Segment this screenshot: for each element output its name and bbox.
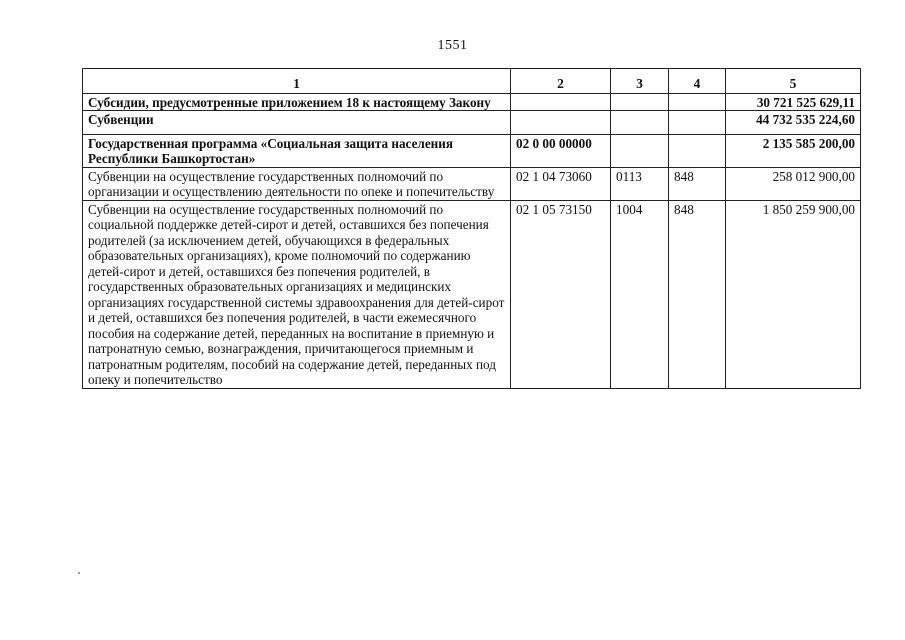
row-code: 02 1 04 73060 (511, 167, 611, 200)
table-row (83, 200, 861, 388)
row-code (511, 111, 611, 135)
table-row (83, 111, 861, 135)
row-name: Субвенции на осуществление государственных полномочий по организации и осуществлению деятельности по опеке и попечительству (83, 167, 511, 200)
column-header-amount: 5 (726, 69, 861, 94)
scan-speck (78, 572, 80, 574)
row-amount: 2 135 585 200,00 (726, 134, 861, 167)
table-row (83, 134, 861, 167)
row-name: Субвенции на осуществление государственных полномочий по социальной поддержке детей-сирот и детей, оставшихся без попечения родителей (за исключением детей, обучающихся в федеральных образовательных организациях), кроме полномочий по содержанию детей-сирот и детей, оставшихся без попечения родителей, в государственных образовательных организациях и медицинских организациях государственной системы здравоохранения для детей-сирот и детей, оставшихся без попечения родителей, в части ежемесячного пособия на содержание детей, переданных на воспитание в приемную и патронатную семью, вознаграждения, причитающегося приемным и патронатным родителям, пособий на содержание детей, переданных под опеку и попечительство (83, 200, 511, 388)
row-section: 0113 (611, 167, 669, 200)
row-section: 1004 (611, 200, 669, 388)
column-header-code: 2 (511, 69, 611, 94)
column-header-section: 3 (611, 69, 669, 94)
row-vr (669, 93, 726, 111)
table-row (83, 93, 861, 111)
row-code: 02 0 00 00000 (511, 134, 611, 167)
row-vr: 848 (669, 200, 726, 388)
row-code: 02 1 05 73150 (511, 200, 611, 388)
row-amount: 44 732 535 224,60 (726, 111, 861, 135)
row-code (511, 93, 611, 111)
row-name: Субсидии, предусмотренные приложением 18 к настоящему Закону (83, 93, 511, 111)
row-vr (669, 111, 726, 135)
row-section (611, 111, 669, 135)
row-section (611, 134, 669, 167)
row-name: Государственная программа «Социальная защита населения Республики Башкортостан» (83, 134, 511, 167)
column-header-name: 1 (83, 69, 511, 94)
row-name: Субвенции (83, 111, 511, 135)
row-vr: 848 (669, 167, 726, 200)
table-header-row (83, 69, 861, 94)
table-row (83, 167, 861, 200)
budget-table (82, 68, 861, 389)
row-amount: 1 850 259 900,00 (726, 200, 861, 388)
row-section (611, 93, 669, 111)
column-header-vr: 4 (669, 69, 726, 94)
page-number: 1551 (437, 38, 468, 53)
row-amount: 30 721 525 629,11 (726, 93, 861, 111)
row-amount: 258 012 900,00 (726, 167, 861, 200)
row-vr (669, 134, 726, 167)
